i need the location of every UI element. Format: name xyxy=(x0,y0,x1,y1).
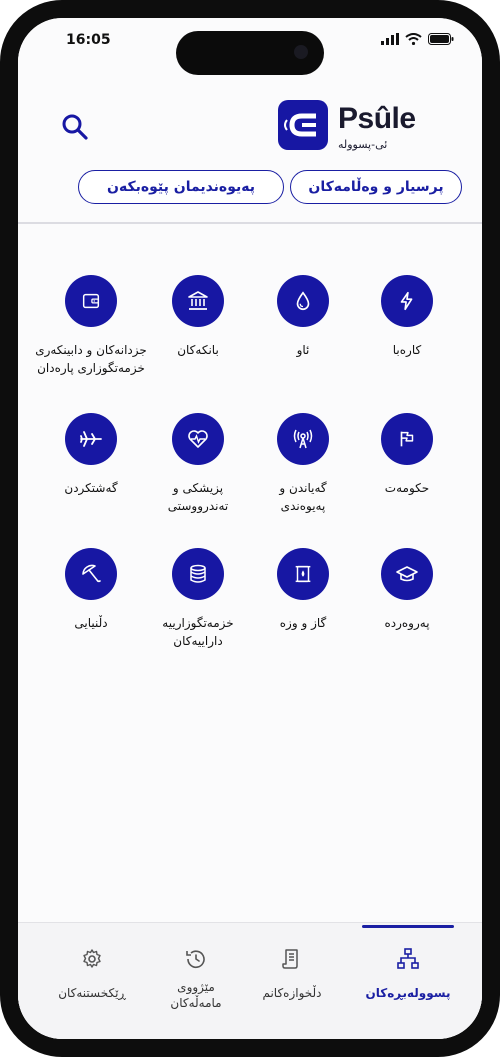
nav-label: ڕێکخستنەکان xyxy=(58,986,126,1000)
category-label: گەشتکردن xyxy=(64,481,118,495)
document-icon xyxy=(280,947,304,971)
logo-subtitle: ئی-پسوولە xyxy=(338,138,388,151)
category-label: حکومەت xyxy=(384,481,430,495)
nav-label: مێژووی مامەڵەکان xyxy=(170,980,222,1010)
top-tabs xyxy=(18,170,482,224)
camera-icon xyxy=(294,45,308,59)
category-telecom[interactable] xyxy=(244,413,362,515)
category-wallets[interactable] xyxy=(32,275,150,377)
history-icon xyxy=(184,947,208,971)
nav-item-billers[interactable] xyxy=(350,923,466,1040)
category-label: پەروەردە xyxy=(384,616,430,630)
category-icon-circle xyxy=(172,413,224,465)
sitemap-icon xyxy=(396,947,420,971)
category-label: جزدانەکان و دابینکەری خزمەتگوزاری پارەدان xyxy=(35,343,147,375)
status-time: 16:05 xyxy=(66,32,111,48)
active-indicator xyxy=(362,925,454,928)
category-banks[interactable] xyxy=(139,275,257,359)
nav-label: دڵخوازەکانم xyxy=(262,986,322,1000)
category-icon-circle xyxy=(172,275,224,327)
umbrella-icon xyxy=(79,562,103,586)
category-label: ئاو xyxy=(296,343,310,357)
nav-item-settings[interactable] xyxy=(34,923,150,1040)
category-icon-circle xyxy=(172,548,224,600)
category-education[interactable] xyxy=(348,548,466,632)
wallet-icon xyxy=(80,290,102,312)
fuel-icon xyxy=(292,563,314,585)
dynamic-island xyxy=(176,31,324,75)
graduation-cap-icon xyxy=(395,562,419,586)
category-label: خزمەتگوزارییە داراییەکان xyxy=(162,616,234,648)
gear-icon xyxy=(80,947,104,971)
category-label: گەیاندن و پەیوەندی xyxy=(279,481,327,513)
tab-contact-us[interactable] xyxy=(78,170,284,204)
search-icon xyxy=(60,112,90,142)
lightning-icon xyxy=(396,290,418,312)
category-label: دڵنیایی xyxy=(74,616,108,630)
category-icon-circle xyxy=(65,413,117,465)
antenna-icon xyxy=(291,427,315,451)
battery-icon xyxy=(428,33,454,45)
status-icons xyxy=(381,33,454,45)
tab-contact-us-label: پەیوەندیمان پێوەبکەن xyxy=(107,179,255,195)
wifi-icon xyxy=(405,33,422,45)
signal-icon xyxy=(381,33,399,45)
logo-mark-icon xyxy=(278,100,330,152)
bottom-nav xyxy=(18,922,482,1040)
logo-text: Psûle xyxy=(338,102,416,135)
category-icon-circle xyxy=(65,548,117,600)
flag-icon xyxy=(396,428,418,450)
nav-label: پسوولەبڕەکان xyxy=(365,986,451,1000)
category-icon-circle xyxy=(65,275,117,327)
heart-pulse-icon xyxy=(186,427,210,451)
status-bar xyxy=(18,18,482,66)
category-label: بانکەکان xyxy=(177,343,219,357)
tab-faq[interactable] xyxy=(290,170,462,204)
airplane-icon xyxy=(79,427,103,451)
nav-item-history[interactable] xyxy=(138,923,254,1040)
category-icon-circle xyxy=(277,413,329,465)
category-icon-circle xyxy=(277,548,329,600)
category-insurance[interactable] xyxy=(32,548,150,632)
category-icon-circle xyxy=(277,275,329,327)
water-drop-icon xyxy=(292,290,314,312)
tab-faq-label: پرسیار و وەڵامەکان xyxy=(308,179,444,195)
category-travel[interactable] xyxy=(32,413,150,497)
screen xyxy=(18,18,482,1039)
app-logo xyxy=(278,98,438,158)
category-financial-services[interactable] xyxy=(139,548,257,650)
category-label: گاز و وزە xyxy=(279,616,327,630)
coins-icon xyxy=(186,562,210,586)
category-water[interactable] xyxy=(244,275,362,359)
search-button[interactable] xyxy=(60,112,90,142)
app-header xyxy=(18,78,482,168)
category-label: کارەبا xyxy=(392,343,422,357)
category-icon-circle xyxy=(381,548,433,600)
category-government[interactable] xyxy=(348,413,466,497)
category-gas-energy[interactable] xyxy=(244,548,362,632)
category-electricity[interactable] xyxy=(348,275,466,359)
category-icon-circle xyxy=(381,413,433,465)
category-icon-circle xyxy=(381,275,433,327)
category-health[interactable] xyxy=(139,413,257,515)
category-label: پزیشکی و تەندرووستی xyxy=(167,481,229,513)
bank-icon xyxy=(186,289,210,313)
